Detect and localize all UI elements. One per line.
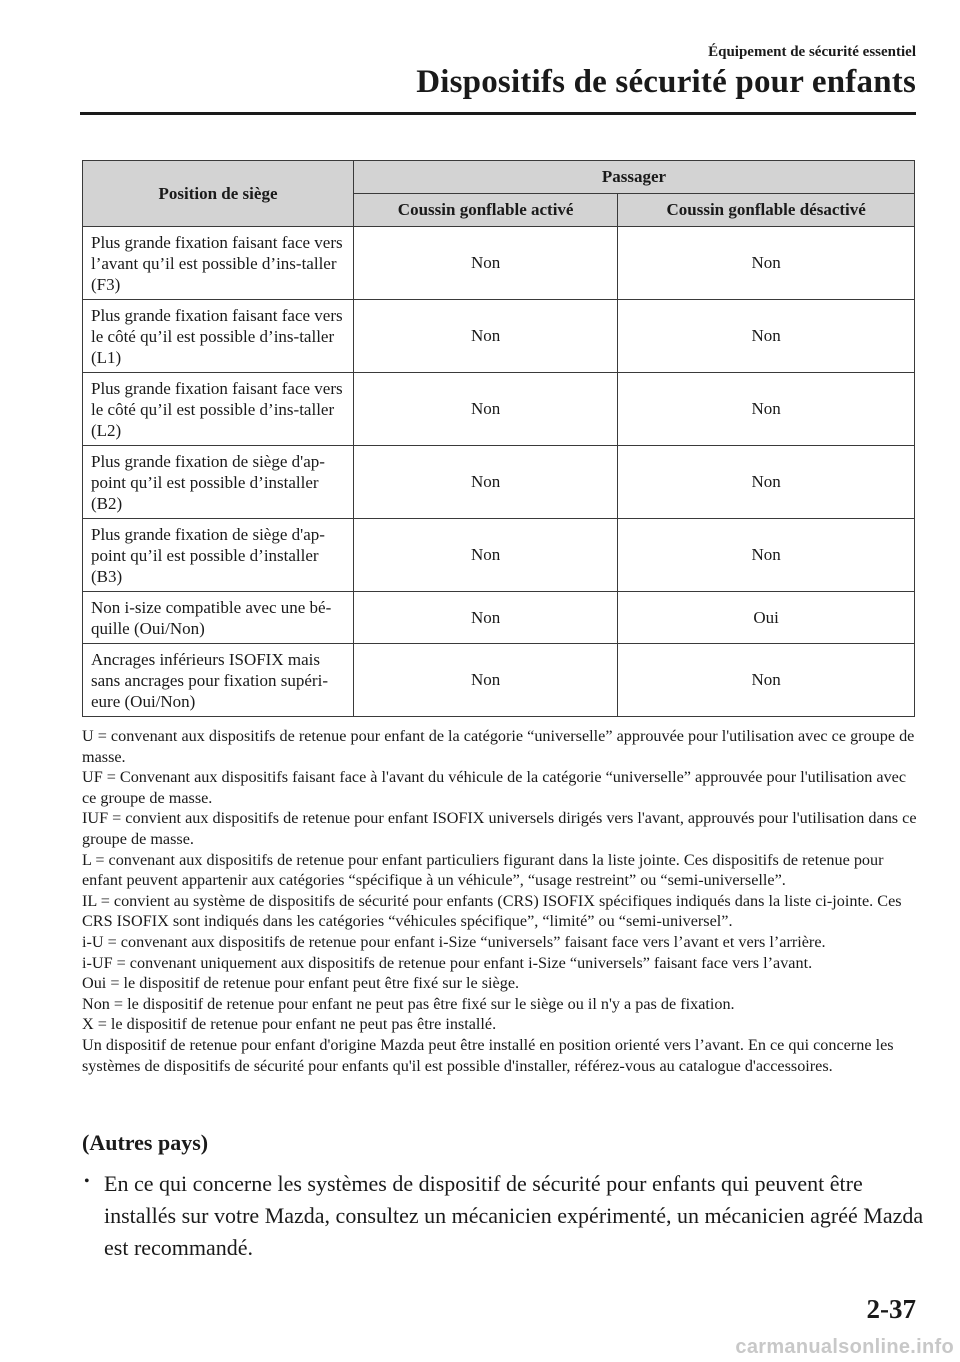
row-label: Plus grande fixation de siège d'ap-point qu’il est possible d’installer (B3) xyxy=(83,519,354,592)
row-label: Plus grande fixation faisant face vers le côté qu’il est possible d’ins-taller (L1) xyxy=(83,300,354,373)
note-line: U = convenant aux dispositifs de retenue pour enfant de la catégorie “universelle” approuvée pour l'utilisation avec ce groupe de masse. xyxy=(82,727,915,766)
airbag-off-header: Coussin gonflable désactivé xyxy=(618,194,915,227)
airbag-off-value: Non xyxy=(618,644,915,717)
airbag-on-value: Non xyxy=(354,446,618,519)
note-line: Un dispositif de retenue pour enfant d'origine Mazda peut être installé en position orienté vers l’avant. En ce qui concerne les systèmes de dispositifs de sécurité pour enfants qu'il est possible d'installer, référez-vous au catalogue d'accessoires. xyxy=(82,1035,894,1075)
table-row xyxy=(83,592,915,644)
position-header: Position de siège xyxy=(83,161,354,227)
note-line: IUF = convient aux dispositifs de retenue pour enfant ISOFIX universels dirigés vers l'avant, approuvés pour l'utilisation dans ce groupe de masse. xyxy=(82,809,917,848)
legend-notes xyxy=(82,726,918,1076)
table-row xyxy=(83,644,915,717)
airbag-on-value: Non xyxy=(354,373,618,446)
note-line: i-U = convenant aux dispositifs de retenue pour enfant i-Size “universels” faisant face vers l’avant et vers l’arrière. xyxy=(82,932,826,951)
airbag-on-value: Non xyxy=(354,227,618,300)
other-countries-bullet xyxy=(84,1168,924,1264)
table-row xyxy=(83,227,915,300)
row-label: Plus grande fixation faisant face vers le côté qu’il est possible d’ins-taller (L2) xyxy=(83,373,354,446)
section-header: Équipement de sécurité essentiel xyxy=(708,44,916,60)
page-title: Dispositifs de sécurité pour enfants xyxy=(416,64,916,100)
note-line: Oui = le dispositif de retenue pour enfant peut être fixé sur le siège. xyxy=(82,974,520,993)
table-row xyxy=(83,519,915,592)
airbag-on-value: Non xyxy=(354,644,618,717)
watermark: carmanualsonline.info xyxy=(735,1336,954,1358)
bullet-dot-icon: • xyxy=(84,1173,90,1190)
airbag-on-header: Coussin gonflable activé xyxy=(354,194,618,227)
note-line: i-UF = convenant uniquement aux dispositifs de retenue pour enfant i-Size “universels” faisant face vers l’avant. xyxy=(82,953,813,972)
row-label: Plus grande fixation faisant face vers l’avant qu’il est possible d’ins-taller (F3) xyxy=(83,227,354,300)
airbag-off-value: Non xyxy=(618,300,915,373)
airbag-on-value: Non xyxy=(354,519,618,592)
bullet-text: En ce qui concerne les systèmes de dispositif de sécurité pour enfants qui peuvent être installés sur votre Mazda, consultez un mécanicien expérimenté, un mécanicien agréé Mazda est recommandé. xyxy=(104,1171,924,1260)
airbag-off-value: Non xyxy=(618,446,915,519)
header-divider xyxy=(80,112,916,115)
table-row xyxy=(83,373,915,446)
airbag-on-value: Non xyxy=(354,592,618,644)
seat-compatibility-table xyxy=(82,160,915,717)
other-countries-heading: (Autres pays) xyxy=(82,1130,209,1155)
passenger-header: Passager xyxy=(354,161,915,194)
airbag-off-value: Non xyxy=(618,227,915,300)
note-line: UF = Convenant aux dispositifs faisant face à l'avant du véhicule de la catégorie “universelle” approuvée pour l'utilisation avec ce groupe de masse. xyxy=(82,768,907,807)
note-line: L = convenant aux dispositifs de retenue pour enfant particuliers figurant dans la liste jointe. Ces dispositifs de retenue pour enfant peuvent appartenir aux catégories “spécifique à un véhicule”, “usage restreint” ou “semi-universelle”. xyxy=(82,850,884,890)
table-row xyxy=(83,446,915,519)
note-line: Non = le dispositif de retenue pour enfant ne peut pas être fixé sur le siège ou il n'y a pas de fixation. xyxy=(82,994,735,1013)
airbag-off-value: Non xyxy=(618,373,915,446)
table-row xyxy=(83,300,915,373)
row-label: Non i-size compatible avec une bé-quille (Oui/Non) xyxy=(83,592,354,644)
row-label: Ancrages inférieurs ISOFIX mais sans ancrages pour fixation supéri-eure (Oui/Non) xyxy=(83,644,354,717)
page-number: 2-37 xyxy=(866,1294,916,1324)
airbag-on-value: Non xyxy=(354,300,618,373)
airbag-off-value: Non xyxy=(618,519,915,592)
airbag-off-value: Oui xyxy=(618,592,915,644)
note-line: IL = convient au système de dispositifs de sécurité pour enfants (CRS) ISOFIX spécifiques indiqués dans la liste ci-jointe. Ces CRS ISOFIX sont indiqués dans les catégories “véhicules spécifique”, “limité” ou “semi-universel”. xyxy=(82,891,902,931)
row-label: Plus grande fixation de siège d'ap-point qu’il est possible d’installer (B2) xyxy=(83,446,354,519)
note-line: X = le dispositif de retenue pour enfant ne peut pas être installé. xyxy=(82,1015,497,1034)
